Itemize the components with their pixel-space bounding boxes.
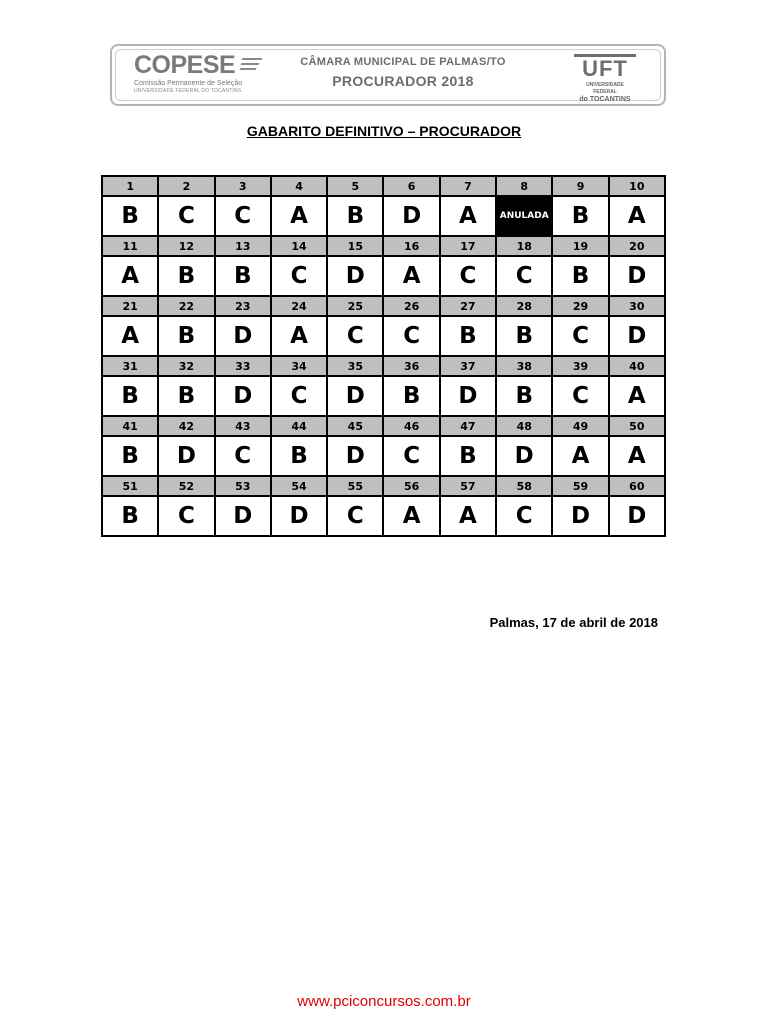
uft-line2: do TOCANTINS (579, 96, 631, 103)
question-number: 40 (609, 356, 665, 376)
uft-line1: UNIVERSIDADE FEDERAL (586, 82, 624, 95)
question-number: 2 (158, 176, 214, 196)
question-number: 41 (102, 416, 158, 436)
answer-cell: D (215, 496, 271, 536)
answer-cell: B (102, 376, 158, 416)
question-number: 20 (609, 236, 665, 256)
question-number-row (102, 476, 665, 496)
answer-cell: D (158, 436, 214, 476)
question-number: 11 (102, 236, 158, 256)
question-number: 56 (383, 476, 439, 496)
answer-row (102, 436, 665, 476)
copese-logo (134, 52, 264, 102)
question-number: 51 (102, 476, 158, 496)
answer-cell: A (383, 496, 439, 536)
answer-cell: A (271, 196, 327, 236)
question-number: 19 (552, 236, 608, 256)
answer-cell: D (271, 496, 327, 536)
question-number: 31 (102, 356, 158, 376)
header-title-line1: CÂMARA MUNICIPAL DE PALMAS/TO (300, 56, 506, 68)
question-number: 24 (271, 296, 327, 316)
answer-cell: B (496, 376, 552, 416)
question-number: 27 (440, 296, 496, 316)
answer-cell: D (215, 376, 271, 416)
question-number: 21 (102, 296, 158, 316)
answer-cell: C (271, 256, 327, 296)
answer-cell: D (327, 376, 383, 416)
question-number: 37 (440, 356, 496, 376)
question-number: 14 (271, 236, 327, 256)
question-number: 55 (327, 476, 383, 496)
copese-subtitle: Comissão Permanente de Seleção (134, 80, 243, 87)
question-number: 47 (440, 416, 496, 436)
question-number: 59 (552, 476, 608, 496)
question-number: 33 (215, 356, 271, 376)
answer-cell: D (609, 496, 665, 536)
answer-cell: A (440, 196, 496, 236)
header-title-line2: PROCURADOR 2018 (332, 73, 474, 89)
answer-cell: A (440, 496, 496, 536)
question-number: 48 (496, 416, 552, 436)
answer-cell: B (102, 436, 158, 476)
answer-cell: D (215, 316, 271, 356)
answer-cell: C (327, 316, 383, 356)
answer-cell: B (440, 316, 496, 356)
question-number: 16 (383, 236, 439, 256)
question-number: 6 (383, 176, 439, 196)
answer-cell: B (158, 256, 214, 296)
answer-row (102, 256, 665, 296)
question-number: 30 (609, 296, 665, 316)
answer-cell: C (327, 496, 383, 536)
question-number-row (102, 176, 665, 196)
answer-row (102, 376, 665, 416)
question-number: 22 (158, 296, 214, 316)
question-number: 10 (609, 176, 665, 196)
question-number: 58 (496, 476, 552, 496)
question-number: 15 (327, 236, 383, 256)
document-title: GABARITO DEFINITIVO – PROCURADOR (246, 123, 522, 139)
answer-cell: C (215, 196, 271, 236)
answer-row (102, 196, 665, 236)
answer-cell: D (552, 496, 608, 536)
answer-cell: B (496, 316, 552, 356)
question-number: 54 (271, 476, 327, 496)
question-number: 28 (496, 296, 552, 316)
answer-key-table (101, 175, 666, 537)
answer-cell: C (158, 196, 214, 236)
question-number-row (102, 296, 665, 316)
question-number: 5 (327, 176, 383, 196)
answer-cell: B (383, 376, 439, 416)
answer-cell: B (102, 496, 158, 536)
answer-cell: A (102, 316, 158, 356)
answer-cell: B (440, 436, 496, 476)
answer-cell: B (271, 436, 327, 476)
question-number: 49 (552, 416, 608, 436)
answer-cell: A (552, 436, 608, 476)
question-number: 57 (440, 476, 496, 496)
question-number: 34 (271, 356, 327, 376)
answer-cell: A (609, 376, 665, 416)
question-number: 46 (383, 416, 439, 436)
answer-cell: D (327, 436, 383, 476)
answer-cell: C (496, 256, 552, 296)
question-number: 42 (158, 416, 214, 436)
answer-cell: D (327, 256, 383, 296)
question-number: 44 (271, 416, 327, 436)
copese-university: UNIVERSIDADE FEDERAL DO TOCANTINS (134, 88, 242, 94)
answer-cell: C (271, 376, 327, 416)
answer-cell: B (215, 256, 271, 296)
question-number-row (102, 416, 665, 436)
question-number: 25 (327, 296, 383, 316)
question-number: 7 (440, 176, 496, 196)
answer-cell: A (271, 316, 327, 356)
question-number: 35 (327, 356, 383, 376)
question-number: 26 (383, 296, 439, 316)
question-number-row (102, 356, 665, 376)
question-number: 9 (552, 176, 608, 196)
answer-cell: D (609, 256, 665, 296)
question-number: 50 (609, 416, 665, 436)
answer-cell: B (158, 376, 214, 416)
answer-cell: C (552, 316, 608, 356)
question-number-row (102, 236, 665, 256)
answer-cell: A (609, 436, 665, 476)
answer-cell: B (552, 256, 608, 296)
answer-row (102, 316, 665, 356)
answer-cell: D (609, 316, 665, 356)
answer-cell: C (383, 436, 439, 476)
question-number: 29 (552, 296, 608, 316)
question-number: 32 (158, 356, 214, 376)
answer-row (102, 496, 665, 536)
copese-lines-icon (238, 55, 262, 75)
question-number: 12 (158, 236, 214, 256)
answer-cell: B (102, 196, 158, 236)
answer-cell: C (496, 496, 552, 536)
answer-cell: B (552, 196, 608, 236)
question-number: 4 (271, 176, 327, 196)
answer-cell: A (609, 196, 665, 236)
answer-cell: C (440, 256, 496, 296)
uft-logo (574, 54, 636, 103)
question-number: 43 (215, 416, 271, 436)
question-number: 1 (102, 176, 158, 196)
answer-cell: C (215, 436, 271, 476)
answer-cell: D (496, 436, 552, 476)
question-number: 8 (496, 176, 552, 196)
answer-cell: C (158, 496, 214, 536)
question-number: 13 (215, 236, 271, 256)
header-title (272, 56, 534, 89)
answer-cell: D (440, 376, 496, 416)
answer-cell: B (327, 196, 383, 236)
annulled-answer-cell: ANULADA (496, 196, 552, 236)
copese-brand-text: COPESE (134, 51, 236, 79)
answer-cell: C (383, 316, 439, 356)
answer-cell: A (102, 256, 158, 296)
question-number: 39 (552, 356, 608, 376)
header-banner (110, 44, 666, 106)
uft-brand-text: UFT (574, 54, 636, 80)
footer-link[interactable]: www.pciconcursos.com.br (297, 993, 471, 1010)
answer-cell: A (383, 256, 439, 296)
question-number: 60 (609, 476, 665, 496)
question-number: 52 (158, 476, 214, 496)
question-number: 38 (496, 356, 552, 376)
date-line: Palmas, 17 de abril de 2018 (489, 615, 658, 630)
answer-cell: C (552, 376, 608, 416)
answer-cell: B (158, 316, 214, 356)
question-number: 45 (327, 416, 383, 436)
question-number: 3 (215, 176, 271, 196)
question-number: 53 (215, 476, 271, 496)
answer-cell: D (383, 196, 439, 236)
question-number: 18 (496, 236, 552, 256)
question-number: 17 (440, 236, 496, 256)
question-number: 36 (383, 356, 439, 376)
question-number: 23 (215, 296, 271, 316)
